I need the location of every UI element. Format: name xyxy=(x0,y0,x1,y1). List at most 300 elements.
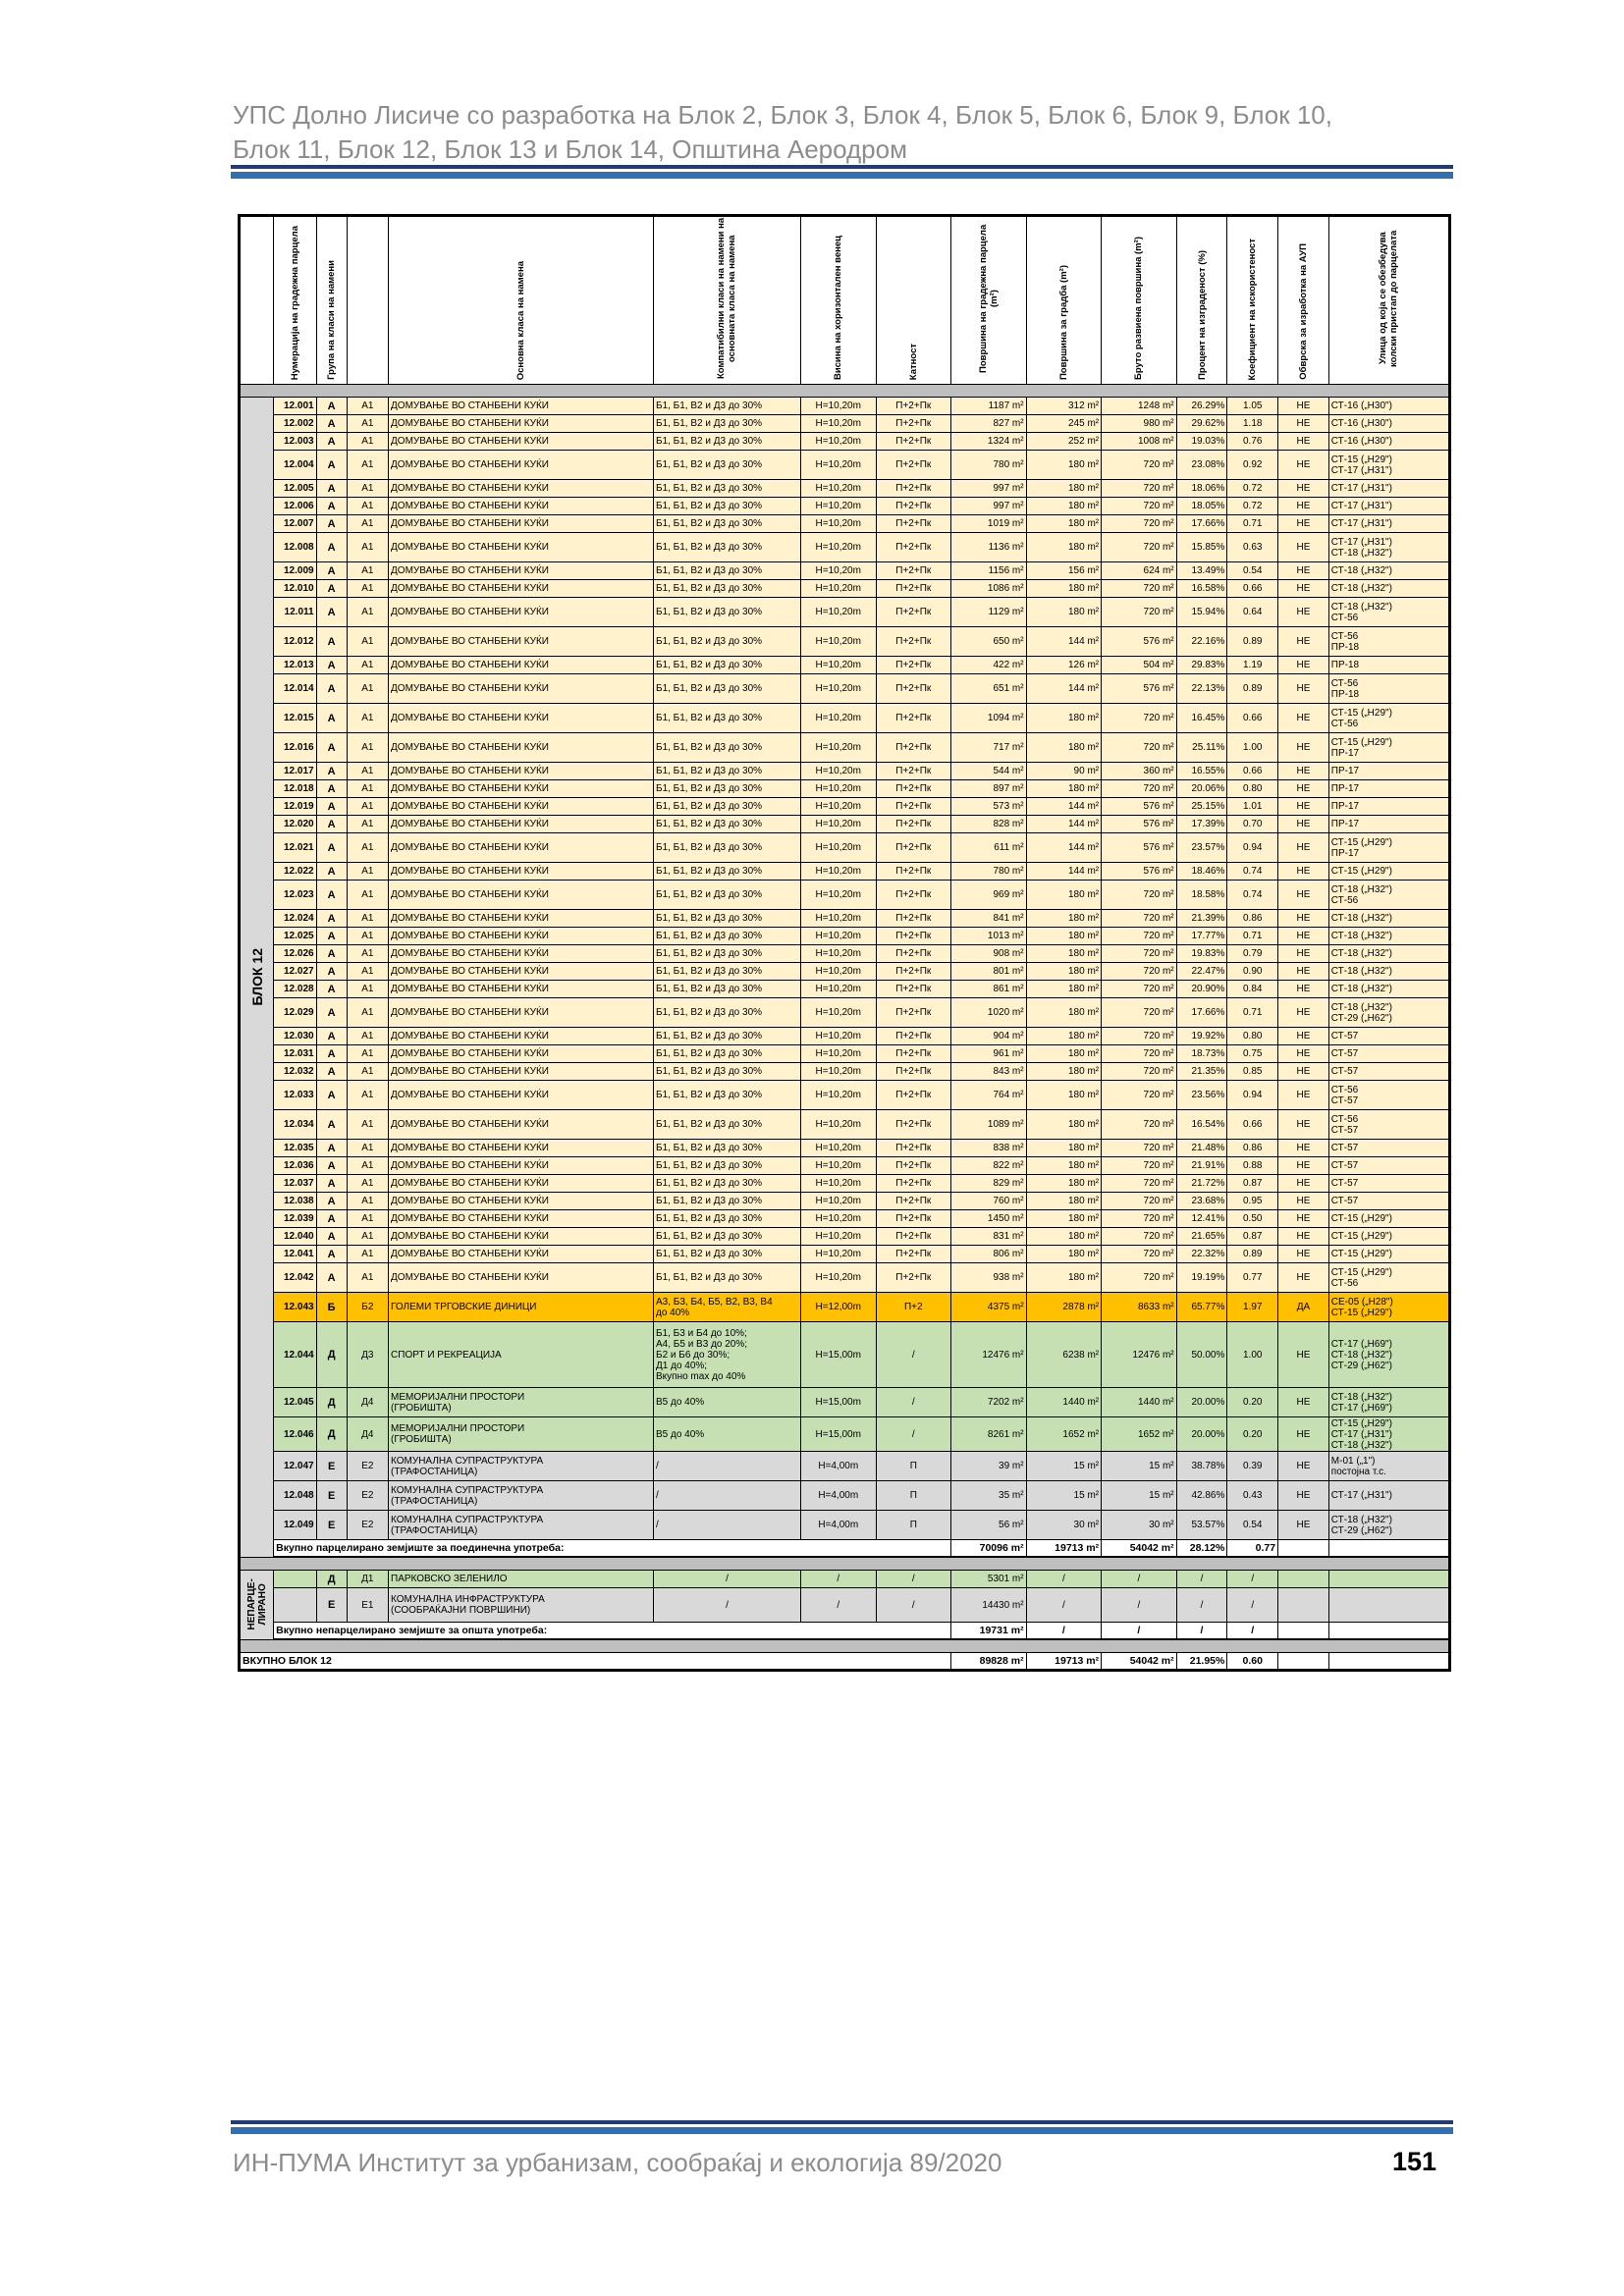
main-use: ДОМУВАЊЕ ВО СТАНБЕНИ КУЌИ xyxy=(389,1045,654,1063)
parcel-number: 12.029 xyxy=(274,998,316,1028)
built-percent: 17.39% xyxy=(1176,816,1227,833)
use-class: А1 xyxy=(347,928,388,945)
compatible-uses: Б1, Б1, В2 и Д3 до 30% xyxy=(654,480,801,498)
building-area: 180 m² xyxy=(1026,533,1102,562)
use-group: Е xyxy=(316,1588,347,1623)
utilization-coefficient: 0.76 xyxy=(1227,433,1278,451)
parcel-row xyxy=(240,928,1450,945)
building-area: 180 m² xyxy=(1026,1081,1102,1110)
parcel-number: 12.019 xyxy=(274,798,316,816)
parcel-area: 544 m² xyxy=(951,763,1027,780)
parcel-row xyxy=(240,1193,1450,1210)
building-area: 180 m² xyxy=(1026,1045,1102,1063)
height: Н=10,20m xyxy=(800,981,876,998)
aup-obligation: НЕ xyxy=(1278,928,1329,945)
compatible-uses: Б1, Б1, В2 и Д3 до 30% xyxy=(654,580,801,598)
parcel-row xyxy=(240,1140,1450,1157)
parcel-row xyxy=(240,1388,1450,1417)
utilization-coefficient: 0.90 xyxy=(1227,963,1278,981)
main-use: ДОМУВАЊЕ ВО СТАНБЕНИ КУЌИ xyxy=(389,963,654,981)
parcel-area: 841 m² xyxy=(951,910,1027,928)
compatible-uses: Б1, Б1, В2 и Д3 до 30% xyxy=(654,881,801,910)
compatible-uses: Б1, Б1, В2 и Д3 до 30% xyxy=(654,763,801,780)
main-use: ДОМУВАЊЕ ВО СТАНБЕНИ КУЌИ xyxy=(389,1193,654,1210)
building-area: 1652 m² xyxy=(1026,1417,1102,1452)
use-group: А xyxy=(316,780,347,798)
gross-area: 1652 m² xyxy=(1102,1417,1177,1452)
built-percent: 17.66% xyxy=(1176,515,1227,533)
aup-obligation: НЕ xyxy=(1278,963,1329,981)
parcel-number: 12.031 xyxy=(274,1045,316,1063)
built-percent: 15.94% xyxy=(1176,598,1227,627)
parcel-number: 12.034 xyxy=(274,1110,316,1140)
compatible-uses: Б1, Б1, В2 и Д3 до 30% xyxy=(654,1175,801,1193)
footer-rule xyxy=(231,2120,1453,2124)
compatible-uses: Б1, Б1, В2 и Д3 до 30% xyxy=(654,398,801,415)
parcel-area: 35 m² xyxy=(951,1481,1027,1511)
use-group: А xyxy=(316,598,347,627)
built-percent: 22.32% xyxy=(1176,1246,1227,1263)
aup-obligation: ДА xyxy=(1278,1293,1329,1322)
gross-area: 720 m² xyxy=(1102,780,1177,798)
use-class: А1 xyxy=(347,1210,388,1228)
parcel-number: 12.025 xyxy=(274,928,316,945)
utilization-coefficient: 0.43 xyxy=(1227,1481,1278,1511)
height: Н=10,20m xyxy=(800,1110,876,1140)
main-use: ДОМУВАЊЕ ВО СТАНБЕНИ КУЌИ xyxy=(389,580,654,598)
aup-obligation: НЕ xyxy=(1278,1175,1329,1193)
utilization-coefficient: 0.66 xyxy=(1227,704,1278,733)
built-percent: 16.55% xyxy=(1176,763,1227,780)
compatible-uses: Б1, Б1, В2 и Д3 до 30% xyxy=(654,415,801,433)
height: Н=10,20m xyxy=(800,881,876,910)
total-nonparcel-p: / xyxy=(1176,1623,1227,1640)
floors: П+2+Пк xyxy=(876,1210,951,1228)
floors: П+2+Пк xyxy=(876,451,951,480)
parcel-table-container xyxy=(238,214,1451,1672)
parcel-area: 780 m² xyxy=(951,451,1027,480)
gross-area: 720 m² xyxy=(1102,1028,1177,1045)
parcel-row xyxy=(240,1028,1450,1045)
use-group: Д xyxy=(316,1417,347,1452)
parcel-number: 12.043 xyxy=(274,1293,316,1322)
street-access: ПР-17 xyxy=(1328,763,1449,780)
parcel-area: 897 m² xyxy=(951,780,1027,798)
compatible-uses: Б1, Б1, В2 и Д3 до 30% xyxy=(654,963,801,981)
use-group: А xyxy=(316,451,347,480)
parcel-row xyxy=(240,881,1450,910)
street-access: СЕ-05 („Н28") СТ-15 („Н29") xyxy=(1328,1293,1449,1322)
utilization-coefficient: 0.74 xyxy=(1227,881,1278,910)
height: Н=10,20m xyxy=(800,863,876,881)
block-label: БЛОК 12 xyxy=(248,948,265,1006)
use-class: А1 xyxy=(347,998,388,1028)
col-header-utilization: Коефициент на искористеност xyxy=(1227,216,1278,385)
gross-area: 720 m² xyxy=(1102,1157,1177,1175)
utilization-coefficient: 0.71 xyxy=(1227,515,1278,533)
parcel-number-empty xyxy=(274,1588,316,1623)
street-access: СТ-15 („Н29") xyxy=(1328,1228,1449,1246)
built-percent: 25.15% xyxy=(1176,798,1227,816)
gross-area: 720 m² xyxy=(1102,928,1177,945)
parcel-number: 12.013 xyxy=(274,657,316,674)
building-area: 180 m² xyxy=(1026,981,1102,998)
floors: / xyxy=(876,1588,951,1623)
building-area: 180 m² xyxy=(1026,1063,1102,1081)
parcel-number: 12.033 xyxy=(274,1081,316,1110)
floors: П+2+Пк xyxy=(876,498,951,515)
utilization-coefficient: 0.92 xyxy=(1227,451,1278,480)
floors: / xyxy=(876,1417,951,1452)
building-area: 180 m² xyxy=(1026,598,1102,627)
floors: П+2+Пк xyxy=(876,657,951,674)
gross-area: 720 m² xyxy=(1102,945,1177,963)
building-area: 245 m² xyxy=(1026,415,1102,433)
utilization-coefficient: / xyxy=(1227,1571,1278,1588)
use-class: А1 xyxy=(347,833,388,863)
parcel-row xyxy=(240,1081,1450,1110)
compatible-uses: Б1, Б1, В2 и Д3 до 30% xyxy=(654,1063,801,1081)
parcel-area: 1129 m² xyxy=(951,598,1027,627)
height: Н=10,20m xyxy=(800,1045,876,1063)
built-percent: 21.91% xyxy=(1176,1157,1227,1175)
utilization-coefficient: 0.74 xyxy=(1227,863,1278,881)
nonparcel-label: НЕПАРЦЕ-ЛИРАНО xyxy=(245,1578,268,1630)
use-class: А1 xyxy=(347,1263,388,1293)
total-nonparcel-label: Вкупно непарцелирано земјиште за општа употреба: xyxy=(274,1623,951,1640)
built-percent: 21.35% xyxy=(1176,1063,1227,1081)
utilization-coefficient: 0.70 xyxy=(1227,816,1278,833)
floors: П+2+Пк xyxy=(876,433,951,451)
built-percent: 42.86% xyxy=(1176,1481,1227,1511)
main-use: ДОМУВАЊЕ ВО СТАНБЕНИ КУЌИ xyxy=(389,598,654,627)
aup-obligation: НЕ xyxy=(1278,1511,1329,1540)
col-header-parcel-area: Површина на градежна парцела (m²) xyxy=(951,216,1027,385)
parcel-area: 997 m² xyxy=(951,480,1027,498)
parcel-number: 12.023 xyxy=(274,881,316,910)
floors: П+2+Пк xyxy=(876,1110,951,1140)
compatible-uses: Б1, Б1, В2 и Д3 до 30% xyxy=(654,816,801,833)
parcel-number: 12.047 xyxy=(274,1452,316,1481)
parcel-row xyxy=(240,1228,1450,1246)
use-group: А xyxy=(316,798,347,816)
compatible-uses: Б1, Б1, В2 и Д3 до 30% xyxy=(654,910,801,928)
compatible-uses: В5 до 40% xyxy=(654,1388,801,1417)
parcel-row xyxy=(240,598,1450,627)
floors: П+2+Пк xyxy=(876,1157,951,1175)
parcel-row xyxy=(240,963,1450,981)
total-block-a: 89828 m² xyxy=(951,1653,1027,1671)
compatible-uses: Б1, Б1, В2 и Д3 до 30% xyxy=(654,981,801,998)
parcel-row xyxy=(240,533,1450,562)
parcel-row xyxy=(240,562,1450,580)
built-percent: 18.46% xyxy=(1176,863,1227,881)
parcel-row xyxy=(240,733,1450,763)
main-use: ДОМУВАЊЕ ВО СТАНБЕНИ КУЌИ xyxy=(389,816,654,833)
parcel-area: 861 m² xyxy=(951,981,1027,998)
use-class: Е2 xyxy=(347,1481,388,1511)
compatible-uses: Б1, Б1, В2 и Д3 до 30% xyxy=(654,863,801,881)
compatible-uses: Б1, Б1, В2 и Д3 до 30% xyxy=(654,598,801,627)
street-access: СТ-57 xyxy=(1328,1193,1449,1210)
gross-area: 576 m² xyxy=(1102,863,1177,881)
compatible-uses: / xyxy=(654,1588,801,1623)
use-group: Б xyxy=(316,1293,347,1322)
parcel-number: 12.018 xyxy=(274,780,316,798)
height: Н=12,00m xyxy=(800,1293,876,1322)
total-nonparcel-row xyxy=(240,1623,1450,1640)
built-percent: 16.54% xyxy=(1176,1110,1227,1140)
built-percent: 18.06% xyxy=(1176,480,1227,498)
use-group: А xyxy=(316,1246,347,1263)
parcel-number: 12.006 xyxy=(274,498,316,515)
height: Н=10,20m xyxy=(800,833,876,863)
built-percent: 22.47% xyxy=(1176,963,1227,981)
use-group: А xyxy=(316,863,347,881)
height: Н=10,20m xyxy=(800,480,876,498)
gross-area: 576 m² xyxy=(1102,627,1177,657)
use-group: А xyxy=(316,1140,347,1157)
utilization-coefficient: 0.87 xyxy=(1227,1175,1278,1193)
building-area: 180 m² xyxy=(1026,1210,1102,1228)
use-class: А1 xyxy=(347,1228,388,1246)
parcel-area: 780 m² xyxy=(951,863,1027,881)
utilization-coefficient: 0.66 xyxy=(1227,580,1278,598)
floors: / xyxy=(876,1322,951,1388)
gross-area: 720 m² xyxy=(1102,981,1177,998)
col-header-group: Група на класи на намени xyxy=(316,216,347,385)
use-group: А xyxy=(316,562,347,580)
aup-obligation: НЕ xyxy=(1278,398,1329,415)
utilization-coefficient: 0.66 xyxy=(1227,763,1278,780)
col-header-parcel-number: Нумерација на градежна парцела xyxy=(274,216,316,385)
total-block-label: ВКУПНО БЛОК 12 xyxy=(240,1653,951,1671)
street-access: СТ-57 xyxy=(1328,1028,1449,1045)
aup-obligation: НЕ xyxy=(1278,733,1329,763)
utilization-coefficient: 0.85 xyxy=(1227,1063,1278,1081)
height: Н=10,20m xyxy=(800,1228,876,1246)
utilization-coefficient: 0.86 xyxy=(1227,910,1278,928)
parcel-area: 829 m² xyxy=(951,1175,1027,1193)
built-percent: 21.39% xyxy=(1176,910,1227,928)
use-class: Е2 xyxy=(347,1452,388,1481)
aup-obligation: НЕ xyxy=(1278,1246,1329,1263)
height: Н=10,20m xyxy=(800,910,876,928)
use-class: А1 xyxy=(347,981,388,998)
main-use: ДОМУВАЊЕ ВО СТАНБЕНИ КУЌИ xyxy=(389,910,654,928)
parcel-area: 764 m² xyxy=(951,1081,1027,1110)
compatible-uses: Б1, Б1, В2 и Д3 до 30% xyxy=(654,1157,801,1175)
compatible-uses: Б1, Б1, В2 и Д3 до 30% xyxy=(654,1263,801,1293)
parcel-number: 12.003 xyxy=(274,433,316,451)
total-aup-empty xyxy=(1278,1540,1329,1558)
height: Н=10,20m xyxy=(800,816,876,833)
col-header-gross-area: Бруто развиена површина (m²) xyxy=(1102,216,1177,385)
use-group: А xyxy=(316,674,347,704)
aup-empty xyxy=(1278,1588,1329,1623)
parcel-area: 1136 m² xyxy=(951,533,1027,562)
compatible-uses: Б1, Б1, В2 и Д3 до 30% xyxy=(654,945,801,963)
built-percent: / xyxy=(1176,1588,1227,1623)
floors: П+2+Пк xyxy=(876,415,951,433)
floors: П+2+Пк xyxy=(876,562,951,580)
building-area: 180 m² xyxy=(1026,498,1102,515)
nonparcel-label-cell xyxy=(240,1571,274,1640)
gross-area: 1008 m² xyxy=(1102,433,1177,451)
total-utilization: 0.77 xyxy=(1227,1540,1278,1558)
total-gross-area: 54042 m² xyxy=(1102,1540,1177,1558)
aup-obligation: НЕ xyxy=(1278,1263,1329,1293)
parcel-row xyxy=(240,981,1450,998)
use-class: А1 xyxy=(347,562,388,580)
floors: П+2+Пк xyxy=(876,704,951,733)
gross-area: 720 m² xyxy=(1102,1246,1177,1263)
aup-obligation: НЕ xyxy=(1278,798,1329,816)
street-access: СТ-18 („Н32") СТ-56 xyxy=(1328,598,1449,627)
gross-area: 360 m² xyxy=(1102,763,1177,780)
use-class: А1 xyxy=(347,1175,388,1193)
street-access: СТ-18 („Н32") xyxy=(1328,981,1449,998)
compatible-uses: Б1, Б1, В2 и Д3 до 30% xyxy=(654,780,801,798)
street-access: СТ-17 („Н31") xyxy=(1328,480,1449,498)
height: Н=10,20m xyxy=(800,415,876,433)
parcel-area: 1324 m² xyxy=(951,433,1027,451)
gross-area: 30 m² xyxy=(1102,1511,1177,1540)
height: Н=10,20m xyxy=(800,1193,876,1210)
aup-obligation: НЕ xyxy=(1278,998,1329,1028)
main-use: ДОМУВАЊЕ ВО СТАНБЕНИ КУЌИ xyxy=(389,881,654,910)
main-use: ДОМУВАЊЕ ВО СТАНБЕНИ КУЌИ xyxy=(389,833,654,863)
main-use: ДОМУВАЊЕ ВО СТАНБЕНИ КУЌИ xyxy=(389,1228,654,1246)
use-group: А xyxy=(316,398,347,415)
compatible-uses: Б1, Б1, В2 и Д3 до 30% xyxy=(654,1193,801,1210)
nonparcel-row xyxy=(240,1571,1450,1588)
use-class: А1 xyxy=(347,580,388,598)
built-percent: 21.72% xyxy=(1176,1175,1227,1193)
main-use: ПАРКОВСКО ЗЕЛЕНИЛО xyxy=(389,1571,654,1588)
gross-area: 720 m² xyxy=(1102,1081,1177,1110)
street-access: СТ-15 („Н29") xyxy=(1328,863,1449,881)
floors: П+2 xyxy=(876,1293,951,1322)
use-class: А1 xyxy=(347,1140,388,1157)
col-header-compatible-uses: Компатибилни класи на намени на основната класа на намена xyxy=(654,216,801,385)
main-use: ДОМУВАЊЕ ВО СТАНБЕНИ КУЌИ xyxy=(389,863,654,881)
aup-obligation: НЕ xyxy=(1278,1228,1329,1246)
aup-obligation: НЕ xyxy=(1278,580,1329,598)
use-class: А1 xyxy=(347,910,388,928)
use-group: А xyxy=(316,945,347,963)
use-group: Д xyxy=(316,1322,347,1388)
height: Н=15,00m xyxy=(800,1322,876,1388)
main-use: ДОМУВАЊЕ ВО СТАНБЕНИ КУЌИ xyxy=(389,480,654,498)
use-class: А1 xyxy=(347,1157,388,1175)
utilization-coefficient: 0.50 xyxy=(1227,1210,1278,1228)
aup-obligation: НЕ xyxy=(1278,833,1329,863)
use-class: Д4 xyxy=(347,1388,388,1417)
main-use: ДОМУВАЊЕ ВО СТАНБЕНИ КУЌИ xyxy=(389,1246,654,1263)
compatible-uses: Б1, Б1, В2 и Д3 до 30% xyxy=(654,798,801,816)
parcel-number: 12.028 xyxy=(274,981,316,998)
street-access: СТ-15 („Н29") ПР-17 xyxy=(1328,733,1449,763)
built-percent: 20.00% xyxy=(1176,1388,1227,1417)
compatible-uses: В5 до 40% xyxy=(654,1417,801,1452)
parcel-number: 12.021 xyxy=(274,833,316,863)
use-class: А1 xyxy=(347,945,388,963)
height: Н=10,20m xyxy=(800,945,876,963)
street-access: СТ-18 („Н32") xyxy=(1328,963,1449,981)
parcel-row xyxy=(240,704,1450,733)
parcel-number: 12.044 xyxy=(274,1322,316,1388)
parcel-row xyxy=(240,1452,1450,1481)
gross-area: 1440 m² xyxy=(1102,1388,1177,1417)
compatible-uses: Б1, Б1, В2 и Д3 до 30% xyxy=(654,833,801,863)
utilization-coefficient: 1.97 xyxy=(1227,1293,1278,1322)
height: Н=10,20m xyxy=(800,1157,876,1175)
gross-area: 576 m² xyxy=(1102,674,1177,704)
floors: П+2+Пк xyxy=(876,1246,951,1263)
use-class: Б2 xyxy=(347,1293,388,1322)
built-percent: / xyxy=(1176,1571,1227,1588)
parcel-row xyxy=(240,433,1450,451)
col-header-street-access: Улица од која се обезбедува колски пристап до парцелата xyxy=(1328,216,1449,385)
gross-area: 15 m² xyxy=(1102,1452,1177,1481)
gross-area: 720 m² xyxy=(1102,910,1177,928)
aup-obligation: НЕ xyxy=(1278,1081,1329,1110)
aup-obligation: НЕ xyxy=(1278,598,1329,627)
street-access: СТ-56 СТ-57 xyxy=(1328,1110,1449,1140)
use-class: Д1 xyxy=(347,1571,388,1588)
gross-area: 980 m² xyxy=(1102,415,1177,433)
gross-area: 720 m² xyxy=(1102,733,1177,763)
use-group: А xyxy=(316,657,347,674)
aup-obligation: НЕ xyxy=(1278,562,1329,580)
use-class: А1 xyxy=(347,1193,388,1210)
main-use: ДОМУВАЊЕ ВО СТАНБЕНИ КУЌИ xyxy=(389,398,654,415)
street-access: СТ-17 („Н31") xyxy=(1328,515,1449,533)
total-building-area: 19713 m² xyxy=(1026,1540,1102,1558)
building-area: 2878 m² xyxy=(1026,1293,1102,1322)
parcel-number: 12.030 xyxy=(274,1028,316,1045)
aup-obligation: НЕ xyxy=(1278,1157,1329,1175)
use-group: А xyxy=(316,498,347,515)
street-access: СТ-17 („Н31") xyxy=(1328,498,1449,515)
floors: П+2+Пк xyxy=(876,998,951,1028)
use-class: Е2 xyxy=(347,1511,388,1540)
building-area: 180 m² xyxy=(1026,1157,1102,1175)
parcel-row xyxy=(240,798,1450,816)
parcel-area: 822 m² xyxy=(951,1157,1027,1175)
main-use: МЕМОРИЈАЛНИ ПРОСТОРИ (ГРОБИШТА) xyxy=(389,1417,654,1452)
building-area: 180 m² xyxy=(1026,780,1102,798)
col-header-building-area: Површина за градба (m²) xyxy=(1026,216,1102,385)
height: Н=15,00m xyxy=(800,1417,876,1452)
use-group: А xyxy=(316,627,347,657)
parcel-number: 12.045 xyxy=(274,1388,316,1417)
floors: П+2+Пк xyxy=(876,533,951,562)
building-area: 1440 m² xyxy=(1026,1388,1102,1417)
aup-obligation: НЕ xyxy=(1278,981,1329,998)
utilization-coefficient: 1.19 xyxy=(1227,657,1278,674)
main-use: ДОМУВАЊЕ ВО СТАНБЕНИ КУЌИ xyxy=(389,1063,654,1081)
aup-obligation: НЕ xyxy=(1278,1417,1329,1452)
compatible-uses: Б1, Б1, В2 и Д3 до 30% xyxy=(654,1210,801,1228)
gross-area: 720 m² xyxy=(1102,533,1177,562)
building-area: 180 m² xyxy=(1026,515,1102,533)
utilization-coefficient: / xyxy=(1227,1588,1278,1623)
height: Н=4,00m xyxy=(800,1511,876,1540)
built-percent: 16.58% xyxy=(1176,580,1227,598)
aup-obligation: НЕ xyxy=(1278,1388,1329,1417)
